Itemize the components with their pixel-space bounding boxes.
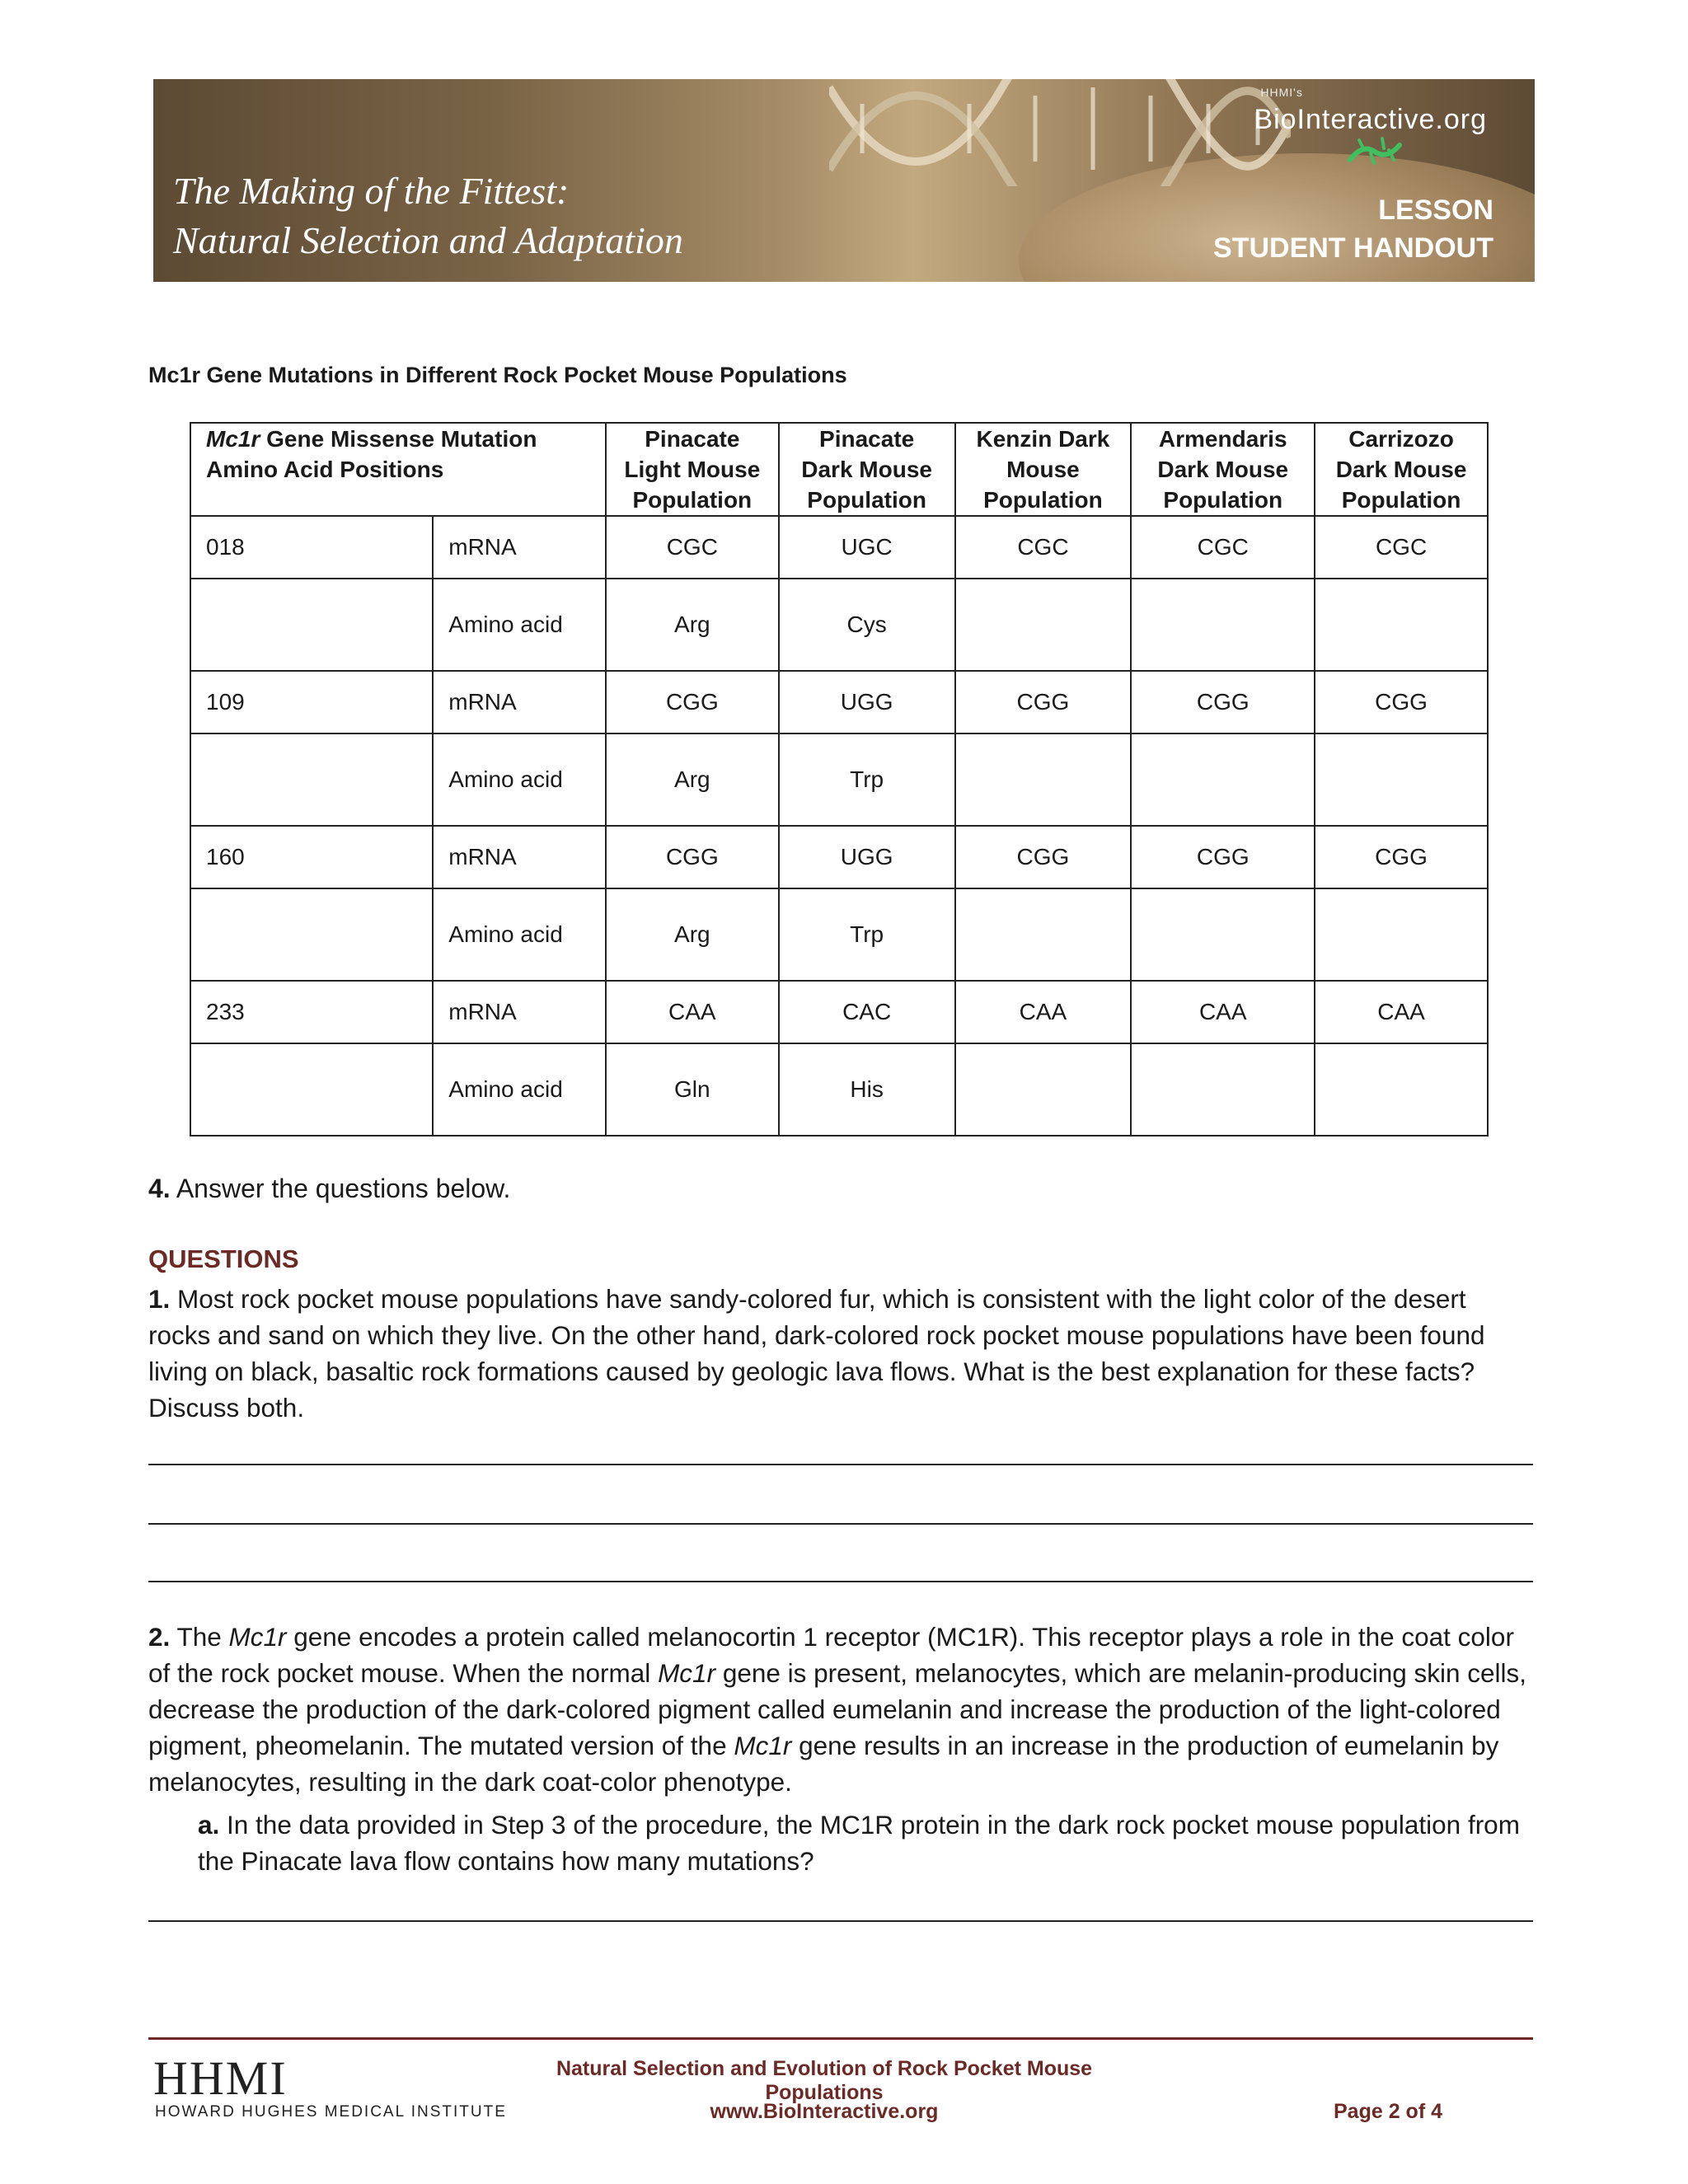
dna-helix-icon — [829, 79, 1291, 186]
brand-name: BioInteractive.org — [1254, 104, 1487, 135]
cell-value[interactable] — [1131, 579, 1315, 671]
cell-kind: Amino acid — [433, 1043, 606, 1136]
q2a-label: a. — [198, 1810, 220, 1840]
cell-kind: mRNA — [433, 981, 606, 1043]
answer-line[interactable] — [148, 1581, 1533, 1582]
cell-value: CAA — [1315, 981, 1488, 1043]
cell-value[interactable] — [955, 733, 1132, 826]
hhmi-logo: HHMI — [153, 2051, 288, 2105]
cell-value: Gln — [606, 1043, 779, 1136]
cell-value: CGG — [606, 826, 779, 888]
cell-value: CGG — [1131, 826, 1315, 888]
biointeractive-logo — [1254, 86, 1487, 136]
cell-value: CAA — [1131, 981, 1315, 1043]
cell-position — [190, 733, 433, 826]
cell-kind: mRNA — [433, 516, 606, 579]
questions-heading: QUESTIONS — [148, 1244, 299, 1273]
cell-value[interactable] — [1131, 888, 1315, 981]
cell-value: CGG — [1315, 671, 1488, 733]
cell-value: CGC — [606, 516, 779, 579]
table-row — [190, 888, 1488, 981]
cell-value: His — [779, 1043, 955, 1136]
cell-value: UGC — [779, 516, 955, 579]
cell-value: CGC — [1315, 516, 1488, 579]
hhmi-logo-subtitle: HOWARD HUGHES MEDICAL INSTITUTE — [155, 2103, 507, 2121]
cell-value: CGG — [606, 671, 779, 733]
header-banner — [153, 79, 1535, 282]
header-gene-name: Mc1r — [206, 426, 260, 452]
table-row — [190, 981, 1488, 1043]
header-col: Kenzin Dark Mouse Population — [955, 423, 1132, 516]
cell-value: Trp — [779, 888, 955, 981]
cell-position: 160 — [190, 826, 433, 888]
answer-line[interactable] — [148, 1464, 1533, 1465]
cell-position: 018 — [190, 516, 433, 579]
cell-value[interactable] — [1315, 733, 1488, 826]
cell-value: CGG — [1315, 826, 1488, 888]
cell-kind: mRNA — [433, 826, 606, 888]
cell-position: 233 — [190, 981, 433, 1043]
cell-value: Arg — [606, 579, 779, 671]
cell-position — [190, 1043, 433, 1136]
step-4 — [148, 1174, 510, 1204]
question-1 — [148, 1281, 1533, 1426]
question-2: 2. The Mc1r gene encodes a protein called melanocortin 1 receptor (MC1R). This receptor plays a role in the coat color of the rock pocket mouse. When the normal Mc1r gene is present, melanocytes, which are melanin-producing skin cells, decrease the production of the dark-colored pigment called eumelanin and increase the production of the light-colored pigment, pheomelanin. The mutated version of the Mc1r gene results in an increase in the production of eumelanin by melanocytes, resulting in the dark coat-color phenotype. — [148, 1622, 1527, 1797]
question-2a — [198, 1807, 1533, 1879]
cell-kind: Amino acid — [433, 888, 606, 981]
cell-value[interactable] — [955, 888, 1132, 981]
header-first-line2: Amino Acid Positions — [206, 457, 444, 482]
cell-value[interactable] — [955, 579, 1132, 671]
table-row — [190, 516, 1488, 579]
answer-line[interactable] — [148, 1523, 1533, 1525]
table-row — [190, 671, 1488, 733]
cell-value: CAA — [606, 981, 779, 1043]
cell-value: Arg — [606, 733, 779, 826]
header-mutation-positions — [190, 423, 606, 516]
footer-rule — [148, 2037, 1533, 2040]
banner-title-line1: The Making of the Fittest: — [173, 170, 570, 212]
table-title: Mc1r Gene Mutations in Different Rock Pocket Mouse Populations — [148, 363, 847, 387]
header-first-rest: Gene Missense Mutation — [260, 426, 537, 452]
header-col: Pinacate Light Mouse Population — [606, 423, 779, 516]
cell-value[interactable] — [1131, 733, 1315, 826]
cell-position — [190, 888, 433, 981]
page-number: Page 2 of 4 — [1334, 2100, 1442, 2123]
footer-url[interactable]: www.BioInteractive.org — [710, 2100, 939, 2123]
cell-value: UGG — [779, 826, 955, 888]
lesson-label — [1213, 191, 1493, 267]
answer-line[interactable] — [148, 1920, 1533, 1922]
footer-title: Natural Selection and Evolution of Rock Pocket Mouse Populations — [556, 2057, 1093, 2104]
cell-value: CGG — [955, 826, 1132, 888]
brand-small: HHMI's — [1260, 86, 1303, 99]
cell-value[interactable] — [955, 1043, 1132, 1136]
cell-value: CGG — [1131, 671, 1315, 733]
q1-number: 1. — [148, 1284, 171, 1314]
table-header-row — [190, 423, 1488, 516]
lesson-line1: LESSON — [1378, 194, 1493, 226]
cell-kind: Amino acid — [433, 733, 606, 826]
cell-value: Trp — [779, 733, 955, 826]
step-4-text: Answer the questions below. — [170, 1174, 511, 1203]
banner-title — [173, 166, 683, 265]
q2-number: 2. — [148, 1622, 171, 1652]
q1-text: Most rock pocket mouse populations have sandy-colored fur, which is consistent with the light color of the desert rocks and sand on which they live. On the other hand, dark-colored rock pocket mouse populations have been found living on black, basaltic rock formations caused by geologic lava flows. What is the best explanation for these facts? Discuss both. — [148, 1284, 1485, 1422]
cell-value: Cys — [779, 579, 955, 671]
header-col: Carrizozo Dark Mouse Population — [1315, 423, 1488, 516]
table-row — [190, 733, 1488, 826]
cell-value: CGG — [955, 671, 1132, 733]
cell-value: CAA — [955, 981, 1132, 1043]
header-col: Armendaris Dark Mouse Population — [1131, 423, 1315, 516]
cell-position — [190, 579, 433, 671]
step-4-number: 4. — [148, 1174, 171, 1203]
banner-title-line2: Natural Selection and Adaptation — [173, 219, 683, 261]
cell-kind: Amino acid — [433, 579, 606, 671]
table-row — [190, 1043, 1488, 1136]
cell-value: CGC — [955, 516, 1132, 579]
header-col: Pinacate Dark Mouse Population — [779, 423, 955, 516]
lesson-line2: STUDENT HANDOUT — [1213, 232, 1493, 264]
cell-value[interactable] — [1131, 1043, 1315, 1136]
cell-value[interactable] — [1315, 1043, 1488, 1136]
cell-position: 109 — [190, 671, 433, 733]
table-row — [190, 579, 1488, 671]
gecko-icon — [1346, 135, 1404, 168]
cell-value[interactable] — [1315, 579, 1488, 671]
cell-value: Arg — [606, 888, 779, 981]
cell-value: CGC — [1131, 516, 1315, 579]
table-row — [190, 826, 1488, 888]
cell-value: UGG — [779, 671, 955, 733]
cell-kind: mRNA — [433, 671, 606, 733]
q2a-text: In the data provided in Step 3 of the procedure, the MC1R protein in the dark rock pocket mouse population from the Pinacate lava flow contains how many mutations? — [198, 1810, 1520, 1876]
cell-value: CAC — [779, 981, 955, 1043]
cell-value[interactable] — [1315, 888, 1488, 981]
mutation-table — [190, 422, 1489, 1137]
